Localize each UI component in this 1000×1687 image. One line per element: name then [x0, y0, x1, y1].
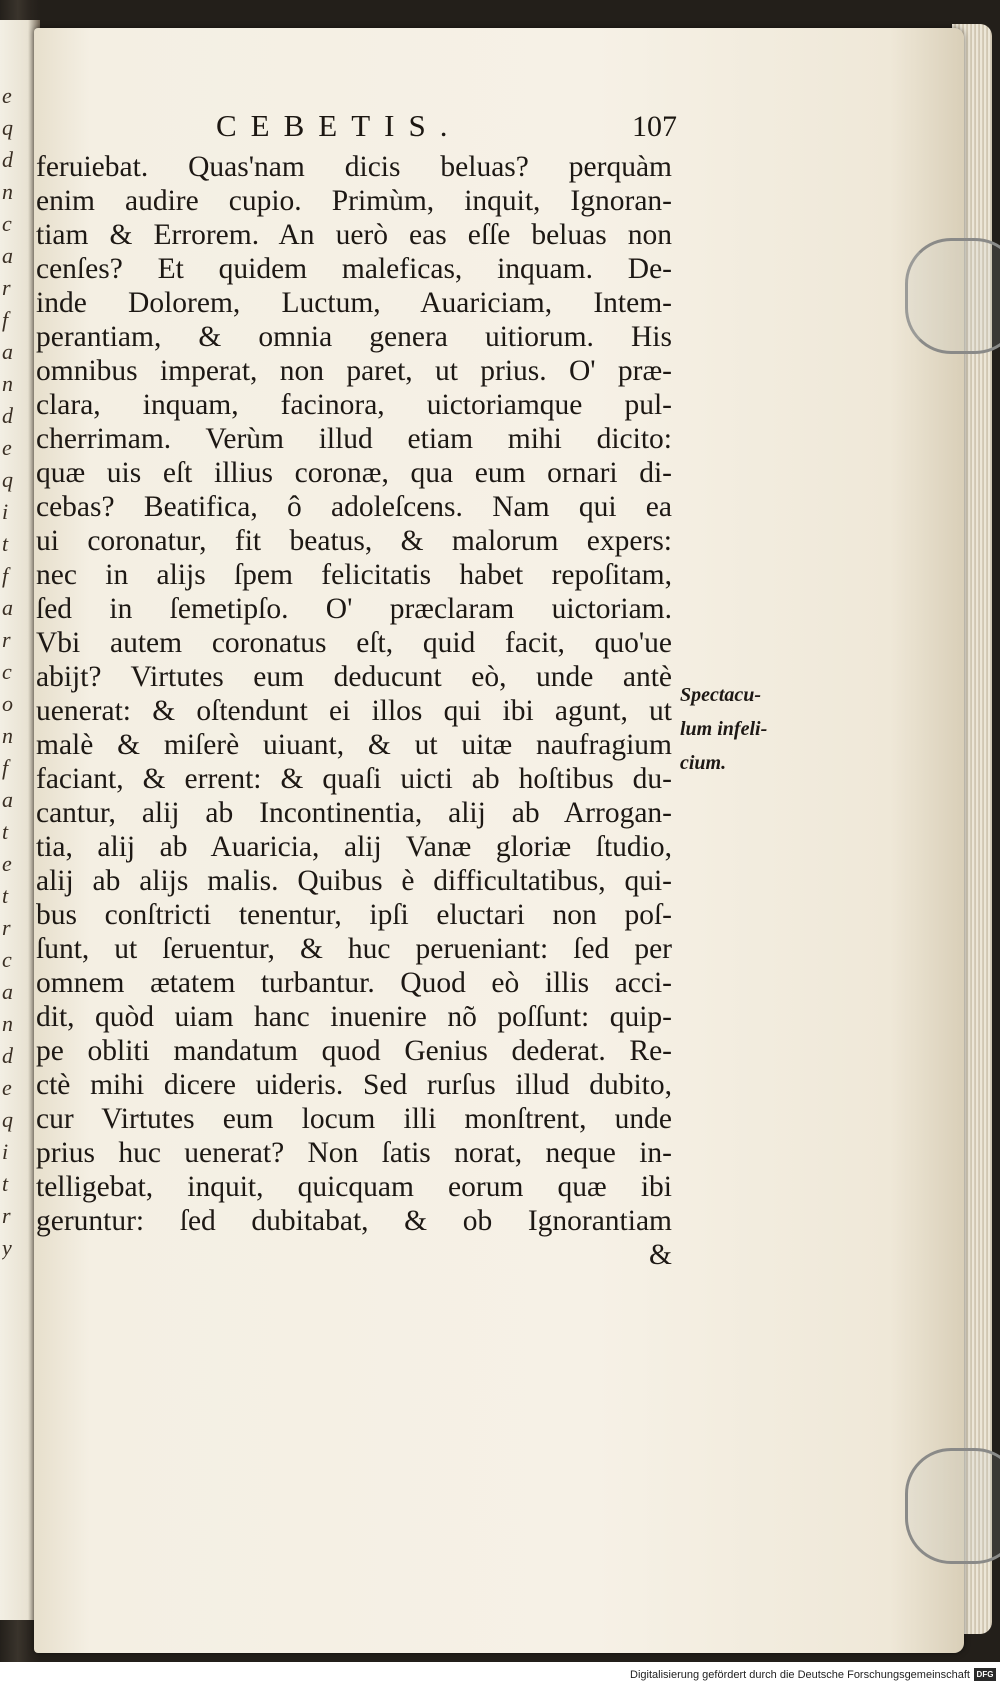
- text-line: ſed in ſemetipſo. O' præclaram uictoriam.: [36, 593, 672, 625]
- left-page-letter: e: [2, 83, 12, 108]
- text-line: &: [649, 1239, 672, 1271]
- text-line: pe obliti mandatum quod Genius dederat. Re-: [36, 1035, 672, 1067]
- left-page-letter: r: [2, 627, 11, 652]
- left-page-letter: q: [2, 115, 13, 140]
- left-page-letter: y: [2, 1235, 12, 1260]
- page-clip-bottom: [905, 1448, 1000, 1564]
- text-line: enim audire cupio. Primùm, inquit, Ignoran-: [36, 185, 672, 217]
- left-page-letter: i: [2, 499, 9, 524]
- text-line: cebas? Beatifica, ô adoleſcens. Nam qui ea: [36, 491, 672, 523]
- left-page-letter: t: [2, 531, 9, 556]
- left-page-letter: e: [2, 1075, 12, 1100]
- left-page-letter: c: [2, 947, 12, 972]
- left-page-fragments: [2, 80, 32, 1380]
- left-page-letter: d: [2, 1043, 13, 1068]
- text-line: bus conſtricti tenentur, ipſi eluctari non poſ-: [36, 899, 672, 931]
- text-line: nec in alijs ſpem felicitatis habet repoſitam,: [36, 559, 672, 591]
- left-page-letter: n: [2, 371, 13, 396]
- text-line: cherrimam. Verùm illud etiam mihi dicito:: [36, 423, 672, 455]
- body-text: [36, 150, 672, 1272]
- left-page-letter: c: [2, 659, 12, 684]
- marginal-line: cium.: [680, 752, 727, 774]
- marginal-line: Spectacu-: [680, 684, 762, 706]
- text-line: faciant, & errent: & quaſi uicti ab hoſtibus du-: [36, 763, 672, 795]
- left-page-letter: a: [2, 787, 13, 812]
- left-page-letter: e: [2, 435, 12, 460]
- text-line: tia, alij ab Auaricia, alij Vanæ gloriæ ſtudio,: [36, 831, 672, 863]
- left-page-letter: c: [2, 211, 12, 236]
- left-page-letter: q: [2, 467, 13, 492]
- page-clip-top: [905, 238, 1000, 354]
- text-line: ctè mihi dicere uideris. Sed rurſus illud dubito,: [36, 1069, 672, 1101]
- left-page-letter: i: [2, 1139, 9, 1164]
- text-line: clara, inquam, facinora, uictoriamque pul-: [36, 389, 672, 421]
- text-line: ui coronatur, fit beatus, & malorum expers:: [36, 525, 672, 557]
- left-page-letter: a: [2, 595, 13, 620]
- left-page-letter: f: [2, 755, 9, 780]
- text-line: ſunt, ut ſeruentur, & huc perueniant: ſed per: [36, 933, 672, 965]
- left-page-letter: n: [2, 1011, 13, 1036]
- text-line: abijt? Virtutes eum deducunt eò, unde antè: [36, 661, 672, 693]
- dfg-logo: DFG: [974, 1668, 996, 1681]
- text-line: feruiebat. Quas'nam dicis beluas? perquàm: [36, 151, 672, 183]
- left-page-letter: o: [2, 691, 13, 716]
- text-line: geruntur: ſed dubitabat, & ob Ignorantiam: [36, 1205, 672, 1237]
- marginal-line: lum infeli-: [680, 718, 768, 740]
- left-page-letter: f: [2, 563, 9, 588]
- left-page-letter: n: [2, 179, 13, 204]
- left-page-letter: t: [2, 819, 9, 844]
- text-line: Vbi autem coronatus eſt, quid facit, quo'ue: [36, 627, 672, 659]
- left-page-letter: a: [2, 339, 13, 364]
- text-line: omnem ætatem turbantur. Quod eò illis acci-: [36, 967, 672, 999]
- left-page-letter: t: [2, 1171, 9, 1196]
- text-line: alij ab alijs malis. Quibus è difficultatibus, qui-: [36, 865, 672, 897]
- text-line: cur Virtutes eum locum illi monſtrent, unde: [36, 1103, 672, 1135]
- text-line: prius huc uenerat? Non ſatis norat, neque in-: [36, 1137, 672, 1169]
- marginal-note: [680, 678, 800, 780]
- left-page-letter: r: [2, 915, 11, 940]
- left-page-letter: a: [2, 243, 13, 268]
- left-page-letter: f: [2, 307, 9, 332]
- text-line: inde Dolorem, Luctum, Auariciam, Intem-: [36, 287, 672, 319]
- left-page-letter: n: [2, 723, 13, 748]
- page-number: 107: [632, 110, 677, 143]
- left-page-letter: d: [2, 147, 13, 172]
- left-page-letter: r: [2, 1203, 11, 1228]
- left-page-letter: e: [2, 851, 12, 876]
- text-line: uenerat: & oſtendunt ei illos qui ibi agunt, ut: [36, 695, 672, 727]
- left-page-letter: a: [2, 979, 13, 1004]
- text-line: tiam & Errorem. An uerò eas eſſe beluas non: [36, 219, 672, 251]
- text-line: telligebat, inquit, quicquam eorum quæ ibi: [36, 1171, 672, 1203]
- left-page-letter: d: [2, 403, 13, 428]
- text-line: dit, quòd uiam hanc inuenire nõ poſſunt: quip-: [36, 1001, 672, 1033]
- text-line: malè & miſerè uiuant, & ut uitæ naufragium: [36, 729, 672, 761]
- text-line: omnibus imperat, non paret, ut prius. O' præ-: [36, 355, 672, 387]
- left-page-letter: t: [2, 883, 9, 908]
- text-line: quæ uis eſt illius coronæ, qua eum ornari di-: [36, 457, 672, 489]
- left-page-letter: q: [2, 1107, 13, 1132]
- left-page-letter: r: [2, 275, 11, 300]
- text-line: perantiam, & omnia genera uitiorum. His: [36, 321, 672, 353]
- running-title: CEBETIS.: [216, 108, 462, 143]
- text-line: cantur, alij ab Incontinentia, alij ab Arrogan-: [36, 797, 672, 829]
- text-line: cenſes? Et quidem maleficas, inquam. De-: [36, 253, 672, 285]
- footer-credit: Digitalisierung gefördert durch die Deutsche Forschungsgemeinschaft: [630, 1669, 970, 1681]
- footer-bar: [0, 1662, 1000, 1687]
